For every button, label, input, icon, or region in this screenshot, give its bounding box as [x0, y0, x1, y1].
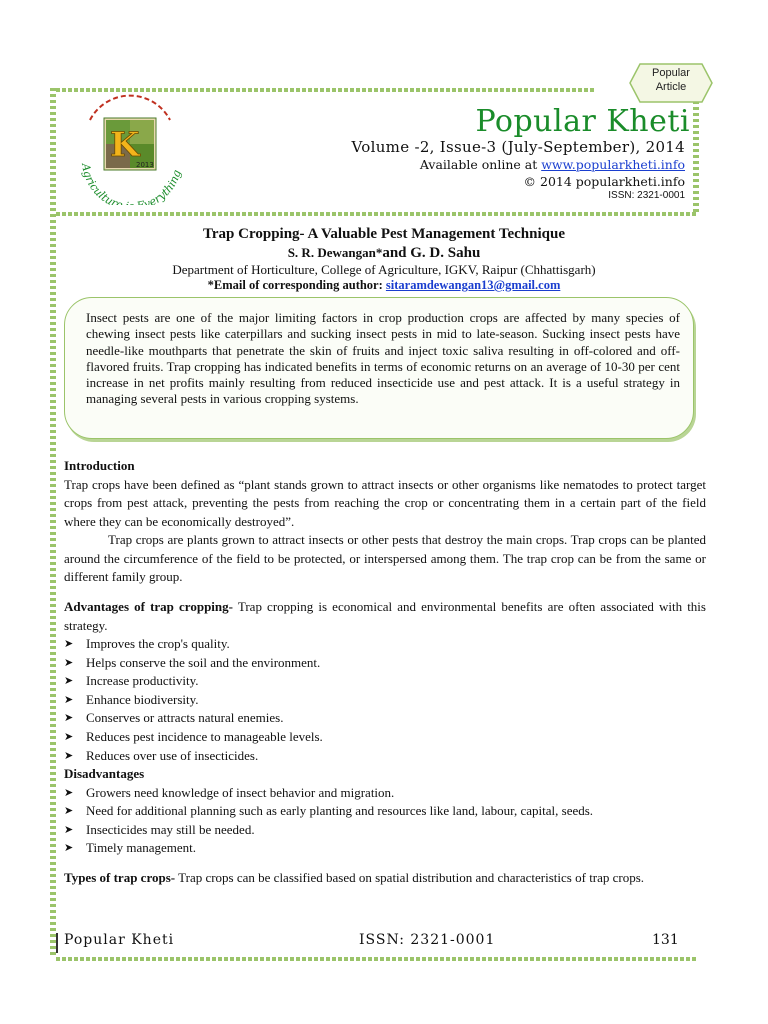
arrowhead-bullet-icon: ➤ [64, 638, 74, 650]
list-item: ➤ Reduces pest incidence to manageable levels. [64, 728, 706, 747]
introduction-paragraph-1: Trap crops have been defined as “plant stands grown to attract insects or other organisms like nematodes to protect target crops from pest attack, preventing the pests from reaching the crop or concentrating them in a certain part of the field where they can be economically destroyed”. [64, 476, 706, 529]
badge-line-2: Article [655, 81, 687, 93]
logo-year: 2013 [136, 161, 154, 169]
list-item: ➤ Growers need knowledge of insect behavior and migration. [64, 784, 706, 803]
available-online [300, 157, 685, 172]
arrowhead-bullet-icon: ➤ [64, 656, 74, 669]
list-item: ➤ Improves the crop's quality. [64, 635, 706, 654]
corresponding-email [56, 278, 712, 293]
arrowhead-bullet-icon: ➤ [64, 823, 74, 836]
advantages-list [64, 635, 706, 765]
right-decorative-border [693, 95, 699, 213]
volume-issue: Volume -2, Issue-3 (July-September), 2014 [351, 138, 685, 156]
introduction-section [64, 457, 706, 587]
footer-divider [56, 933, 58, 953]
footer-journal: Popular Kheti [64, 932, 175, 948]
journal-title: Popular Kheti [475, 104, 690, 139]
arrowhead-bullet-icon: ➤ [64, 712, 74, 725]
arrowhead-bullet-icon: ➤ [64, 786, 74, 799]
page-footer [56, 931, 696, 955]
arrowhead-bullet-icon: ➤ [64, 749, 74, 762]
email-link[interactable]: sitaramdewangan13@gmail.com [385, 278, 561, 292]
popular-kheti-logo [60, 90, 200, 205]
authors [56, 245, 712, 262]
footer-rule [56, 957, 696, 961]
disadvantages-heading: Disadvantages [64, 766, 145, 782]
abstract-text: Insect pests are one of the major limiting factors in crop production crops are affected by many species of chewing insect pests like caterpillars and sucking insect pests in mid to late-season. Sucking insect pests have needle-like mouthparts that penetrate the skin of fruits and inject toxic saliva resulting in off-colored and off-flavored fruits. Trap cropping has indicated benefits in terms of economic returns on an average of 10-30 per cent increase in net profits mainly resulting from reduced insecticide use and pest attack. It is a useful strategy in managing several pests in various cropping systems. [86, 310, 680, 407]
advantages-paragraph [64, 598, 706, 635]
header-rule [56, 212, 696, 216]
logo-letter: K [110, 125, 140, 165]
available-prefix: Available online at [419, 157, 542, 172]
header-issn: ISSN: 2321-0001 [608, 190, 685, 201]
website-link[interactable]: www.popularkheti.info [541, 157, 685, 172]
introduction-paragraph-2: Trap crops are plants grown to attract insects or other pests that destroy the main crops. Trap crops can be planted around the circumference of the field to be protected, or interspersed among them. The trap crop can be from the same or different family group. [64, 532, 706, 584]
author-2: and G. D. Sahu [382, 245, 481, 261]
list-item: ➤ Insecticides may still be needed. [64, 821, 706, 840]
copyright: © 2014 popularkheti.info [523, 174, 685, 189]
popular-article-badge [628, 62, 714, 104]
types-heading: Types of trap crops- [64, 870, 176, 885]
list-item: ➤ Timely management. [64, 839, 706, 858]
list-item: ➤ Need for additional planning such as early planting and resources like land, labour, capital, seeds. [64, 802, 706, 821]
advantages-heading: Advantages of trap cropping- [64, 599, 233, 614]
page-number: 131 [652, 932, 679, 948]
list-item: ➤ Helps conserve the soil and the environment. [64, 654, 706, 673]
logo-arc-text: Agriculture verything [79, 162, 184, 205]
email-label: *Email of corresponding author: [207, 278, 386, 292]
disadvantages-list [64, 784, 706, 858]
advantages-intro: Trap cropping is economical and environmental benefits are often associated with this strategy. [64, 599, 706, 633]
list-item: ➤ Reduces over use of insecticides. [64, 747, 706, 766]
list-item: ➤ Enhance biodiversity. [64, 691, 706, 710]
arrowhead-bullet-icon: ➤ [64, 805, 74, 818]
footer-issn: ISSN: 2321-0001 [359, 932, 496, 948]
badge-line-1: Popular [652, 67, 690, 79]
article-title: Trap Cropping- A Valuable Pest Management Technique [202, 226, 565, 242]
introduction-heading: Introduction [64, 458, 135, 473]
types-text: Trap crops can be classified based on spatial distribution and characteristics of trap crops. [175, 870, 645, 885]
affiliation: Department of Horticulture, College of Agriculture, IGKV, Raipur (Chhattisgarh) [172, 262, 596, 277]
arrowhead-bullet-icon: ➤ [64, 842, 74, 855]
list-item: ➤ Increase productivity. [64, 672, 706, 691]
list-item: ➤ Conserves or attracts natural enemies. [64, 709, 706, 728]
arrowhead-bullet-icon: ➤ [64, 730, 74, 743]
arrowhead-bullet-icon: ➤ [64, 693, 74, 706]
left-decorative-border [50, 88, 56, 958]
author-1: S. R. Dewangan* [287, 245, 383, 260]
arrowhead-bullet-icon: ➤ [64, 675, 74, 688]
advantages-section [64, 598, 706, 858]
types-section [64, 869, 706, 888]
